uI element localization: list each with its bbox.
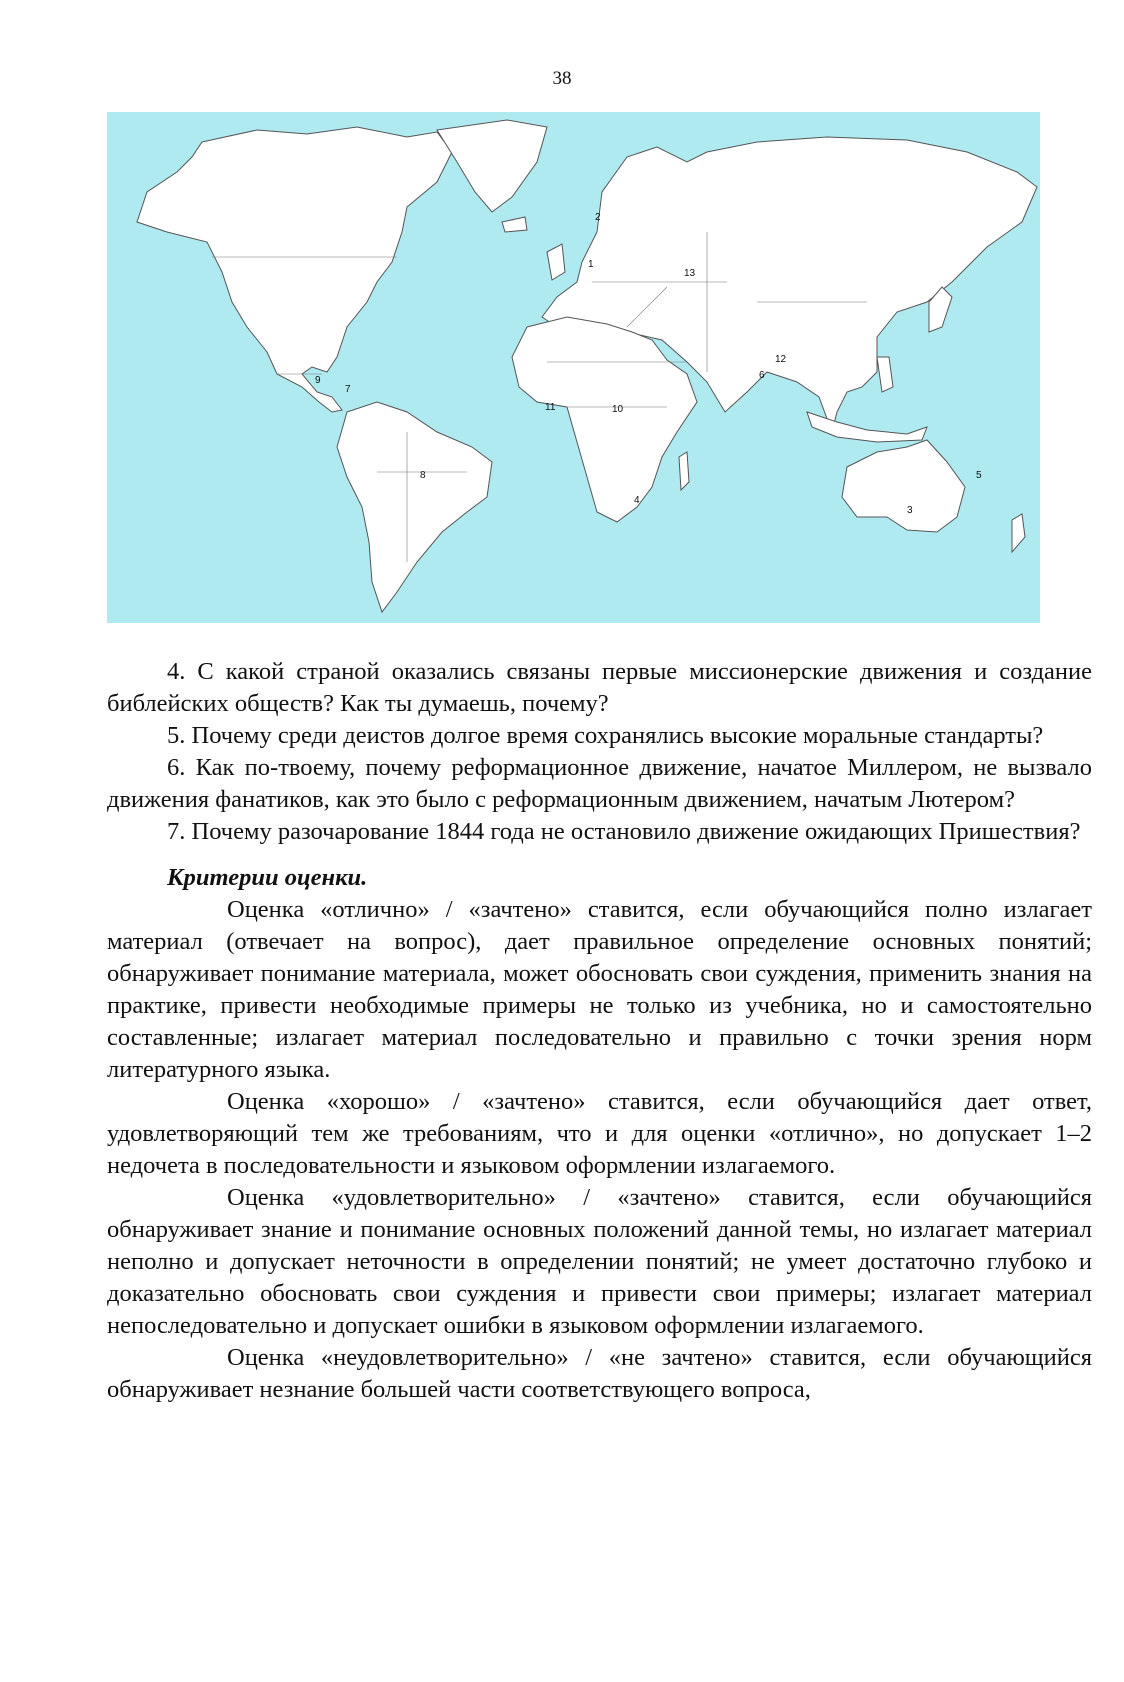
africa-shape: [512, 317, 697, 522]
map-label-8: 8: [420, 470, 426, 481]
text-block: [107, 656, 1092, 1406]
map-label-11: 11: [545, 402, 556, 413]
map-label-7: 7: [345, 384, 351, 395]
map-label-4: 4: [634, 495, 640, 506]
world-map: [107, 112, 1040, 623]
british-isles-shape: [547, 244, 565, 280]
question-5: 5. Почему среди деистов долгое время сохранялись высокие моральные стандарты?: [167, 722, 1044, 749]
map-label-3: 3: [907, 505, 913, 516]
criteria-good: Оценка «хорошо» / «зачтено» ставится, если обучающийся дает ответ, удовлетворяющий тем же требованиям, что и для оценки «отлично», но допускает 1–2 недочета в последовательности и языковом оформлении излагаемого.: [107, 1088, 1092, 1179]
greenland-shape: [437, 120, 547, 212]
question-7: 7. Почему разочарование 1844 года не остановило движение ожидающих Пришествия?: [167, 818, 1081, 845]
criteria-unsatisfactory: Оценка «неудовлетворительно» / «не зачтено» ставится, если обучающийся обнаруживает незнание большей части соответствующего вопроса,: [107, 1344, 1092, 1403]
indonesia-shape: [807, 412, 927, 442]
criteria-excellent: Оценка «отлично» / «зачтено» ставится, если обучающийся полно излагает материал (отвечает на вопрос), дает правильное определение основных понятий; обнаруживает понимание материала, может обосновать свои суждения, применить знания на практике, привести необходимые примеры не только из учебника, но и самостоятельно составленные; излагает материал последовательно и правильно с точки зрения норм литературного языка.: [107, 896, 1092, 1083]
question-4: 4. С какой страной оказались связаны первые миссионерские движения и создание библейских обществ? Как ты думаешь, почему?: [107, 658, 1092, 717]
north-america-shape: [137, 127, 452, 412]
map-label-12: 12: [775, 354, 787, 365]
south-america-shape: [337, 402, 492, 612]
map-label-10: 10: [612, 404, 624, 415]
map-label-5: 5: [976, 470, 982, 481]
philippines-shape: [877, 357, 893, 392]
madagascar-shape: [679, 452, 689, 490]
map-label-1: 1: [588, 259, 594, 270]
map-label-13: 13: [684, 268, 696, 279]
map-label-9: 9: [315, 375, 321, 386]
criteria-satisfactory: Оценка «удовлетворительно» / «зачтено» ставится, если обучающийся обнаруживает знание и понимание основных положений данной темы, но излагает материал неполно и допускает неточности в определении понятий; не умеет достаточно глубоко и доказательно обосновать свои суждения и привести свои примеры; излагает материал непоследовательно и допускает ошибки в языковом оформлении излагаемого.: [107, 1184, 1092, 1339]
world-map-drawing: [107, 112, 1040, 623]
map-label-2: 2: [595, 212, 601, 223]
criteria-title: Критерии оценки.: [167, 864, 368, 891]
question-6: 6. Как по-твоему, почему реформационное движение, начатое Миллером, не вызвало движения фанатиков, как это было с реформационным движением, начатым Лютером?: [107, 754, 1092, 813]
map-label-6: 6: [759, 370, 765, 381]
page-number: 38: [552, 68, 572, 89]
new-zealand-shape: [1012, 514, 1025, 552]
australia-shape: [842, 440, 965, 532]
iceland-shape: [502, 217, 527, 232]
